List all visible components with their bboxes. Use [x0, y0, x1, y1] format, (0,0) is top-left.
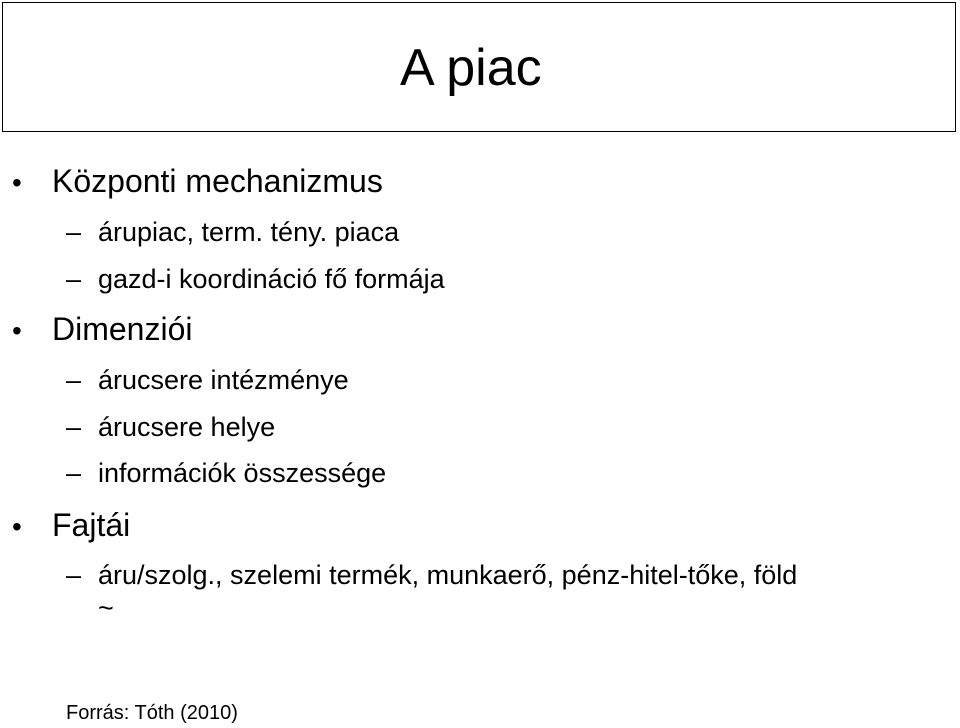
bullet-text: Dimenziói: [52, 311, 193, 347]
source-citation: Forrás: Tóth (2010): [66, 702, 238, 724]
dash-marker: –: [66, 365, 82, 395]
sub-bullet-text: gazd-i koordináció fő formája: [98, 264, 445, 294]
bullet-marker: •: [12, 511, 22, 542]
bullet-text: Fajtái: [52, 507, 131, 543]
dash-marker: –: [66, 217, 82, 247]
bullet-central-mechanism: [12, 162, 383, 202]
bullet-dimensions: [12, 310, 192, 350]
dash-marker: –: [66, 560, 82, 590]
sub-bullet: [66, 559, 797, 591]
slide-title: A piac: [400, 39, 542, 97]
sub-bullet: [66, 263, 445, 295]
sub-bullet-text: árucsere helye: [98, 412, 276, 442]
sub-bullet-text: árupiac, term. tény. piaca: [98, 217, 400, 247]
sub-bullet-text: információk összessége: [98, 458, 387, 488]
continuation-text: ~: [98, 593, 114, 623]
dash-marker: –: [66, 458, 82, 488]
dash-marker: –: [66, 264, 82, 294]
bullet-text: Központi mechanizmus: [52, 163, 383, 199]
sub-bullet: [66, 364, 349, 396]
sub-bullet-text: áru/szolg., szelemi termék, munkaerő, pénz-hitel-tőke, föld: [98, 560, 798, 590]
sub-bullet: [66, 411, 275, 443]
bullet-marker: •: [12, 167, 22, 198]
sub-bullet-text: árucsere intézménye: [98, 365, 349, 395]
sub-bullet: [66, 216, 399, 248]
bullet-marker: •: [12, 315, 22, 346]
bullet-types: [12, 506, 130, 546]
sub-bullet: [66, 457, 386, 489]
dash-marker: –: [66, 412, 82, 442]
